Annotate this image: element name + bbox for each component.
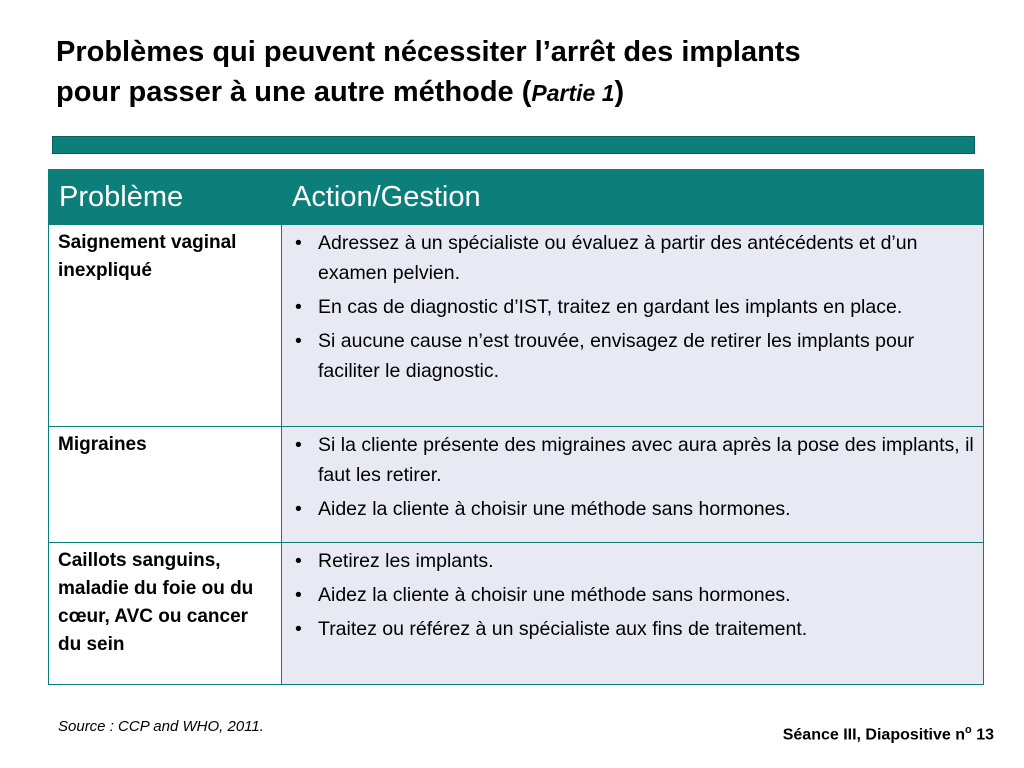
bullet-icon: • — [295, 232, 302, 254]
slide-label: Séance III, Diapositive n — [782, 726, 966, 744]
title-line-1: Problèmes qui peuvent nécessiter l’arrêt des implants — [56, 36, 801, 68]
source-citation: Source : CCP and WHO, 2011. — [58, 718, 264, 735]
action-cell — [282, 427, 984, 543]
list-item — [292, 614, 977, 644]
table-row — [49, 427, 984, 543]
action-text: En cas de diagnostic d’IST, traitez en gardant les implants en place. — [318, 296, 903, 318]
title-close-paren: ) — [614, 76, 625, 108]
action-list — [292, 228, 977, 386]
table-row — [49, 543, 984, 685]
bullet-icon: • — [295, 434, 302, 456]
slide-title — [56, 32, 996, 113]
problems-table — [48, 169, 984, 685]
bullet-icon: • — [295, 330, 302, 352]
action-list — [292, 430, 977, 524]
table-header-row — [49, 170, 984, 225]
problem-cell: Migraines — [49, 427, 282, 543]
action-list — [292, 546, 977, 644]
bullet-icon: • — [295, 550, 302, 572]
bullet-icon: • — [295, 498, 302, 520]
action-text: Aidez la cliente à choisir une méthode sans hormones. — [318, 584, 791, 606]
list-item — [292, 580, 977, 610]
header-action: Action/Gestion — [282, 170, 984, 225]
list-item — [292, 494, 977, 524]
title-divider-bar — [52, 136, 975, 154]
bullet-icon: • — [295, 584, 302, 606]
slide-number — [783, 724, 994, 744]
action-text: Traitez ou référez à un spécialiste aux fins de traitement. — [318, 618, 808, 640]
list-item — [292, 546, 977, 576]
title-line-2-text: pour passer à une autre méthode ( — [56, 76, 532, 108]
list-item — [292, 292, 977, 322]
problem-cell: Saignement vaginal inexpliqué — [49, 225, 282, 427]
bullet-icon: • — [295, 296, 302, 318]
problem-cell: Caillots sanguins, maladie du foie ou du cœur, AVC ou cancer du sein — [49, 543, 282, 685]
title-part-label: Partie 1 — [531, 80, 615, 106]
action-text: Adressez à un spécialiste ou évaluez à partir des antécédents et d’un examen pelvien. — [318, 232, 918, 284]
action-text: Aidez la cliente à choisir une méthode sans hormones. — [318, 498, 791, 520]
slide-number-value: 13 — [971, 726, 994, 744]
table-row — [49, 225, 984, 427]
slide-number-superscript: o — [965, 724, 972, 736]
list-item — [292, 228, 977, 288]
action-cell — [282, 225, 984, 427]
title-line-2 — [56, 72, 996, 113]
action-text: Si la cliente présente des migraines avec aura après la pose des implants, il faut les retirer. — [318, 434, 974, 486]
bullet-icon: • — [295, 618, 302, 640]
list-item — [292, 430, 977, 490]
header-problem: Problème — [49, 170, 282, 225]
action-cell — [282, 543, 984, 685]
list-item — [292, 326, 977, 386]
action-text: Si aucune cause n’est trouvée, envisagez de retirer les implants pour faciliter le diagnostic. — [318, 330, 915, 382]
action-text: Retirez les implants. — [318, 550, 494, 572]
